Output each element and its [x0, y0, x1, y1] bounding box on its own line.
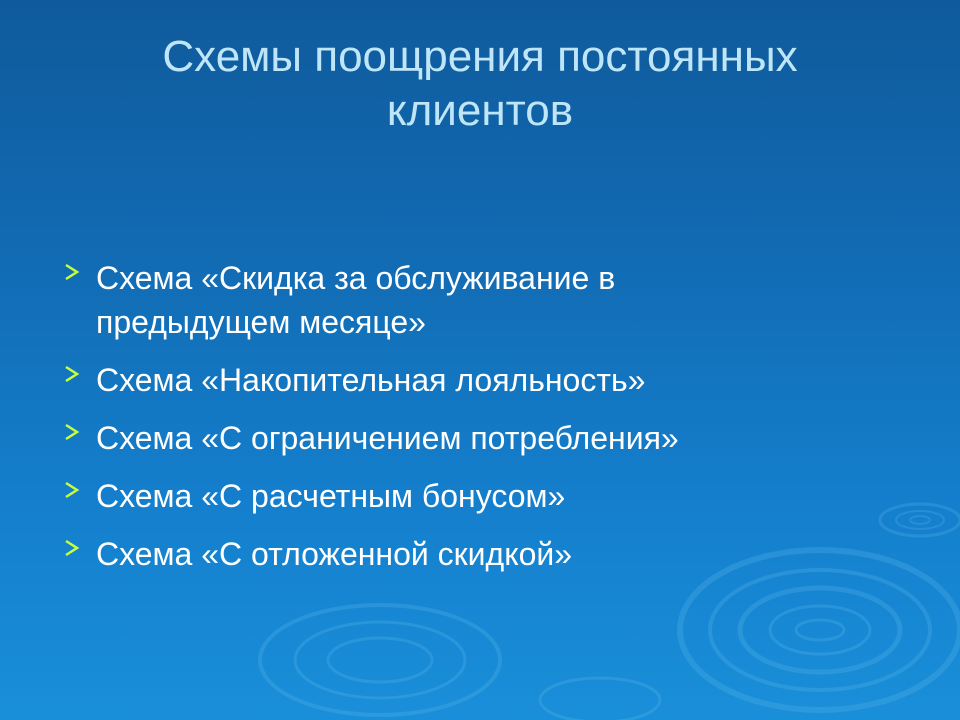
bullet-text: Схема «С расчетным бонусом»	[96, 478, 566, 514]
chevron-right-icon	[62, 480, 82, 500]
title-line-1: Схемы поощрения постоянных	[162, 32, 798, 81]
bullet-text-line-2: предыдущем месяце»	[96, 304, 426, 340]
list-item	[60, 474, 880, 518]
bullet-text: Схема «Накопительная лояльность»	[96, 362, 646, 398]
page-title	[60, 30, 900, 138]
chevron-right-icon	[62, 262, 82, 282]
list-item	[60, 416, 880, 460]
bullet-text: Схема «С ограничением потребления»	[96, 420, 679, 456]
chevron-right-icon	[62, 538, 82, 558]
chevron-right-icon	[62, 422, 82, 442]
list-item	[60, 256, 880, 344]
list-item	[60, 358, 880, 402]
bullet-text-line-1: Схема «Скидка за обслуживание в	[96, 260, 616, 296]
list-item	[60, 532, 880, 576]
title-line-2: клиентов	[386, 86, 574, 135]
chevron-right-icon	[62, 364, 82, 384]
bullet-list	[60, 256, 880, 590]
bullet-text: Схема «С отложенной скидкой»	[96, 536, 573, 572]
